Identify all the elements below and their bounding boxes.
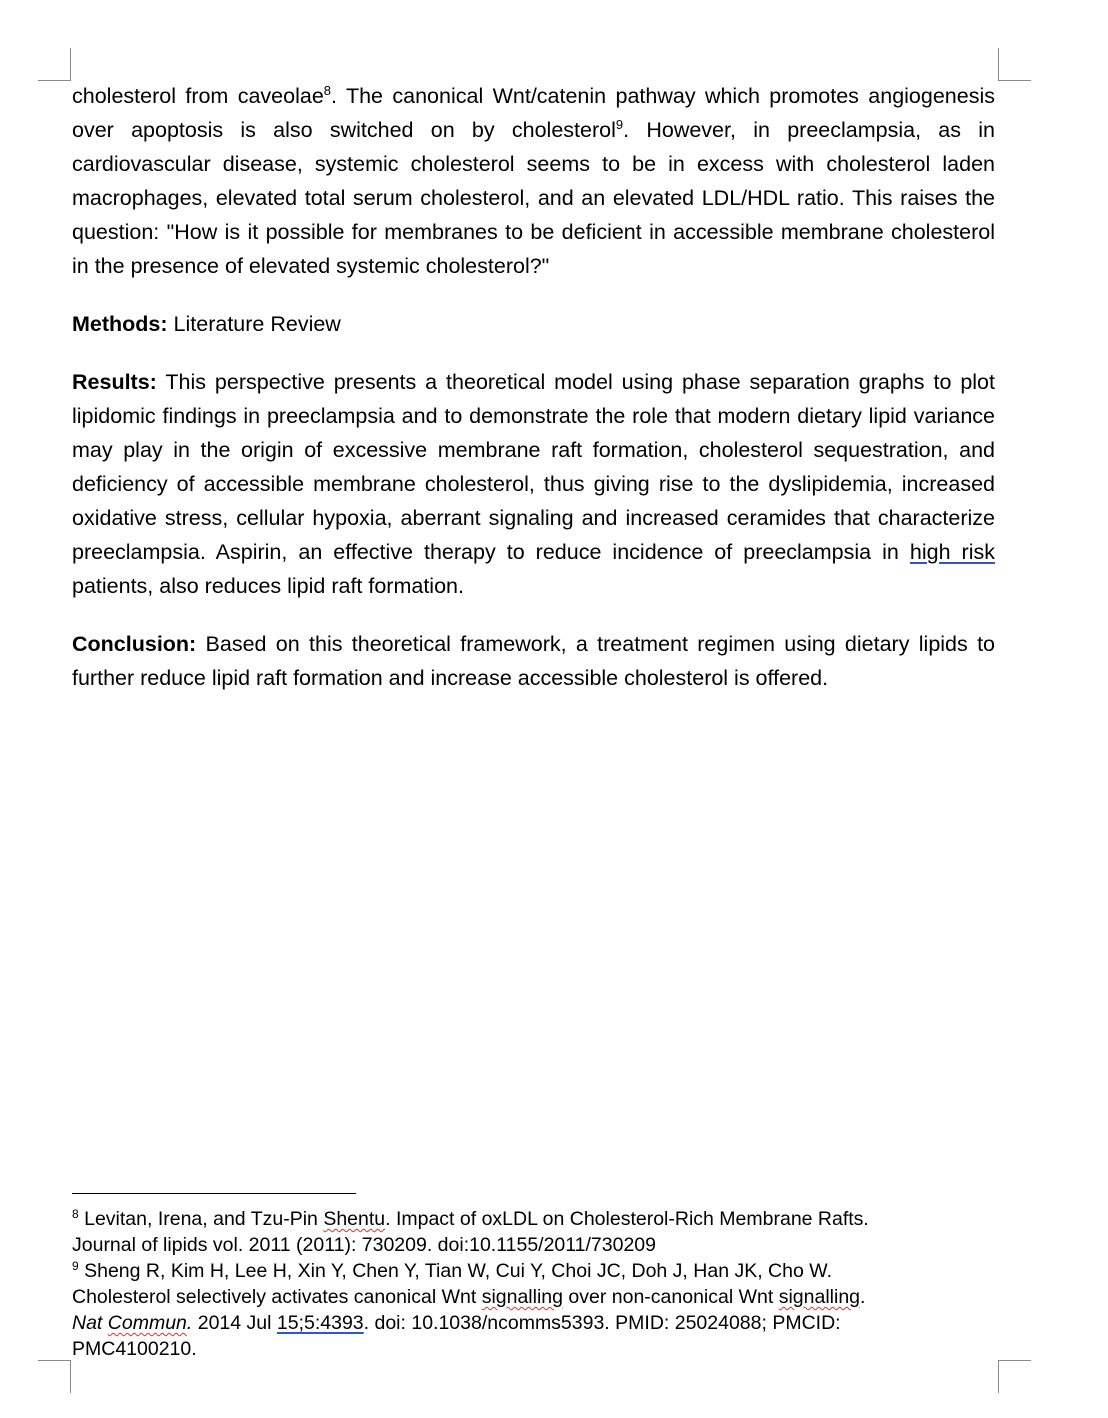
document-body xyxy=(72,79,995,719)
conclusion-label: Conclusion: xyxy=(72,632,197,656)
methods-label: Methods: xyxy=(72,312,168,336)
footnote-8-text-c: Journal of lipids vol. 2011 (2011): 730209. doi:10.1155/2011/730209 xyxy=(72,1234,657,1256)
footnote-8-text-b: . Impact of oxLDL on Cholesterol-Rich Membrane Rafts. xyxy=(385,1208,869,1230)
footnote-number-8: 8 xyxy=(72,1207,79,1221)
journal-name-a: Nat xyxy=(72,1312,103,1334)
footnote-9-text-e: 2014 Jul xyxy=(197,1312,272,1334)
methods-paragraph xyxy=(72,307,995,341)
spellcheck-word-commun[interactable]: Commun xyxy=(107,1312,187,1334)
footnote-ref-8[interactable]: 8 xyxy=(323,83,332,98)
intro-text-2: . The canonical Wnt/catenin pathway which promotes angiogenesis over apoptosis is also switched on by cholesterol xyxy=(72,84,995,142)
journal-name-b: . xyxy=(186,1312,193,1334)
crop-mark-top-right xyxy=(998,48,1031,81)
intro-paragraph xyxy=(72,79,995,283)
high-risk-link[interactable]: high risk xyxy=(909,540,995,564)
methods-text: Literature Review xyxy=(173,312,341,336)
footnote-9-text-d: . xyxy=(860,1286,866,1308)
footnote-9-journal xyxy=(72,1312,192,1334)
crop-mark-bottom-right xyxy=(998,1360,1031,1393)
crop-mark-top-left xyxy=(38,48,71,81)
footnote-8 xyxy=(72,1206,995,1258)
footnote-9-text-f: . doi: 10.1038/ncomms5393. PMID: 25024088; PMCID: xyxy=(363,1312,841,1334)
footnote-9 xyxy=(72,1258,995,1362)
results-text-1: This perspective presents a theoretical model using phase separation graphs to plot lipidomic findings in preeclampsia and to demonstrate the role that modern dietary lipid variance may play in the origin of excessive membrane raft formation, cholesterol sequestration, and deficiency of accessible membrane cholesterol, thus giving rise to the dyslipidemia, increased oxidative stress, cellular hypoxia, aberrant signaling and increased ceramides that characterize preeclampsia. Aspirin, an effective therapy to reduce incidence of preeclampsia in xyxy=(72,370,995,564)
results-paragraph xyxy=(72,365,995,603)
footnote-8-text-a: Levitan, Irena, and Tzu-Pin xyxy=(84,1208,318,1230)
intro-text-3: . However, in preeclampsia, as in cardiovascular disease, systemic cholesterol seems to be in excess with cholesterol laden macrophages, elevated total serum cholesterol, and an elevated LDL/HDL ratio. This raises the question: "How is it possible for membranes to be deficient in accessible membrane cholesterol in the presence of elevated systemic cholesterol?" xyxy=(72,118,995,278)
footnote-9-text-c: over non-canonical Wnt xyxy=(568,1286,774,1308)
footnote-ref-9[interactable]: 9 xyxy=(615,117,624,132)
conclusion-paragraph xyxy=(72,627,995,695)
footnote-separator xyxy=(72,1193,356,1194)
footnote-9-authors: Sheng R, Kim H, Lee H, Xin Y, Chen Y, Tian W, Cui Y, Choi JC, Doh J, Han JK, Cho W. xyxy=(84,1260,832,1282)
footnote-number-9: 9 xyxy=(72,1259,79,1273)
spellcheck-word-shentu[interactable]: Shentu xyxy=(323,1208,386,1230)
footnote-9-pmcid: PMC4100210. xyxy=(72,1338,197,1360)
footnote-9-text-b: Cholesterol selectively activates canonical Wnt xyxy=(72,1286,477,1308)
crop-mark-bottom-left xyxy=(38,1360,71,1393)
spellcheck-word-signalling-1[interactable]: signalling xyxy=(481,1286,563,1308)
conclusion-text: Based on this theoretical framework, a treatment regimen using dietary lipids to further reduce lipid raft formation and increase accessible cholesterol is offered. xyxy=(72,632,995,690)
spellcheck-word-signalling-2[interactable]: signalling xyxy=(778,1286,861,1308)
results-text-2: patients, also reduces lipid raft formation. xyxy=(72,574,464,598)
footnotes xyxy=(72,1206,995,1362)
citation-link[interactable]: 15;5:4393 xyxy=(276,1312,364,1334)
intro-text-1: cholesterol from caveolae xyxy=(72,84,324,108)
results-label: Results: xyxy=(72,370,157,394)
